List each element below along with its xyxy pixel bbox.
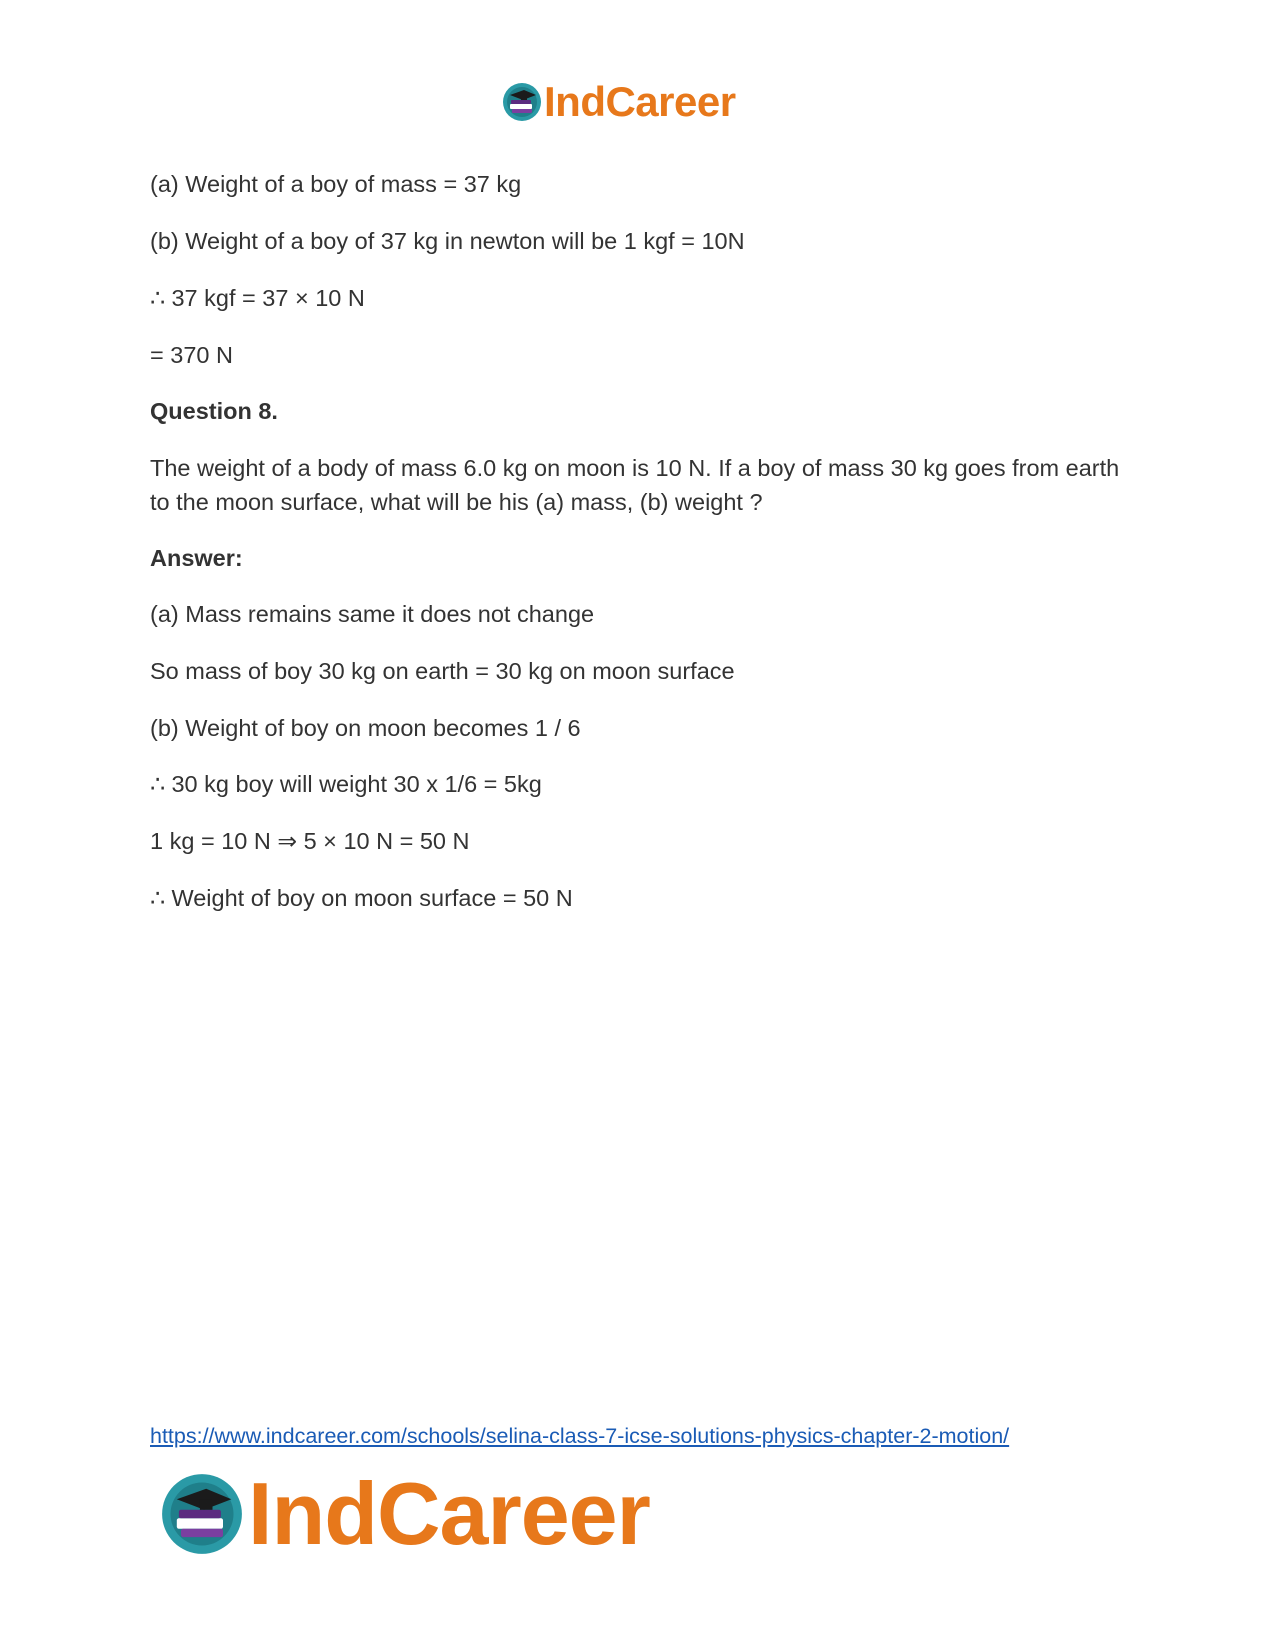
source-url-link[interactable]: https://www.indcareer.com/schools/selina-class-7-icse-solutions-physics-chapter-2-motion/ [150,1424,1010,1448]
text-line: ∴ 37 kgf = 37 × 10 N [150,285,365,311]
answer-line: ∴ Weight of boy on moon surface = 50 N [150,885,573,911]
question-heading: Question 8. [150,398,278,424]
footer-logo [160,1466,650,1562]
text-line: (a) Weight of a boy of mass = 37 kg [150,171,522,197]
graduation-books-icon [160,1472,244,1556]
answer-line: 1 kg = 10 N ⇒ 5 × 10 N = 50 N [150,828,470,854]
header-logo [502,78,736,126]
answer-line: (b) Weight of boy on moon becomes 1 / 6 [150,715,581,741]
footer-logo-text: IndCareer [248,1464,650,1563]
text-line: = 370 N [150,342,233,368]
question-text: The weight of a body of mass 6.0 kg on moon is 10 N. If a boy of mass 30 kg goes from earth to the moon surface, what will be his (a) mass, (b) weight ? [150,455,1120,515]
answer-heading: Answer: [150,545,243,571]
answer-line: So mass of boy 30 kg on earth = 30 kg on moon surface [150,658,735,684]
text-line: (b) Weight of a boy of 37 kg in newton will be 1 kgf = 10N [150,228,745,254]
graduation-books-icon [502,82,542,122]
answer-line: ∴ 30 kg boy will weight 30 x 1/6 = 5kg [150,771,542,797]
answer-line: (a) Mass remains same it does not change [150,601,595,627]
header-logo-text: IndCareer [544,78,736,125]
